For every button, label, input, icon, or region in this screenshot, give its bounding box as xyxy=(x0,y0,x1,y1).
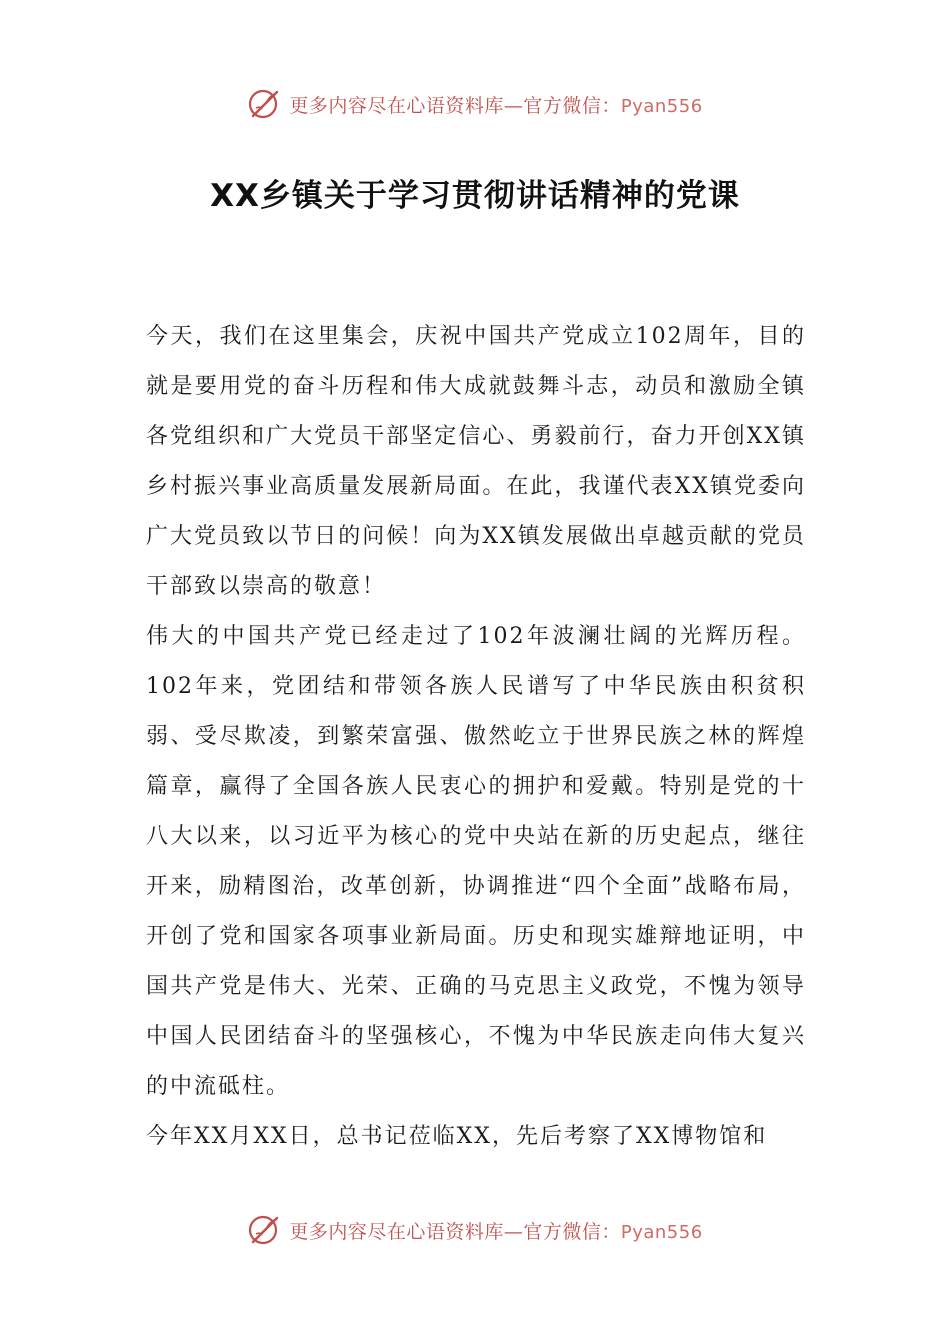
quill-logo-icon xyxy=(247,1212,283,1248)
quill-logo-icon xyxy=(247,86,283,122)
footer-banner xyxy=(0,1210,950,1250)
document-body xyxy=(146,312,806,1162)
paragraph-3: 今年XX月XX日，总书记莅临XX，先后考察了XX博物馆和 xyxy=(146,1124,768,1149)
footer-wechat-id: Pyan556 xyxy=(620,1221,703,1243)
paragraph-2: 伟大的中国共产党已经走过了102年波澜壮阔的光辉历程。102年来，党团结和带领各族人民谱写了中华民族由积贫积弱、受尽欺凌，到繁荣富强、傲然屹立于世界民族之林的辉煌篇章，赢得了全国各族人民衷心的拥护和爱戴。特别是党的十八大以来，以习近平为核心的党中央站在新的历史起点，继往开来，励精图治，改革创新，协调推进“四个全面”战略布局，开创了党和国家各项事业新局面。历史和现实雄辩地证明，中国共产党是伟大、光荣、正确的马克思主义政党，不愧为领导中国人民团结奋斗的坚强核心，不愧为中华民族走向伟大复兴的中流砥柱。 xyxy=(146,624,806,1099)
paragraph-1: 今天，我们在这里集会，庆祝中国共产党成立102周年，目的就是要用党的奋斗历程和伟大成就鼓舞斗志，动员和激励全镇各党组织和广大党员干部坚定信心、勇毅前行，奋力开创XX镇乡村振兴事业高质量发展新局面。在此，我谨代表XX镇党委向广大党员致以节日的问候！向为XX镇发展做出卓越贡献的党员干部致以崇高的敬意！ xyxy=(146,324,806,599)
header-wechat-id: Pyan556 xyxy=(620,95,703,117)
header-banner xyxy=(0,84,950,124)
document-title: XX乡镇关于学习贯彻讲话精神的党课 xyxy=(210,178,740,214)
footer-banner-text: 更多内容尽在心语资料库—官方微信：Pyan556 xyxy=(289,1220,703,1243)
header-banner-text: 更多内容尽在心语资料库—官方微信：Pyan556 xyxy=(289,94,703,117)
